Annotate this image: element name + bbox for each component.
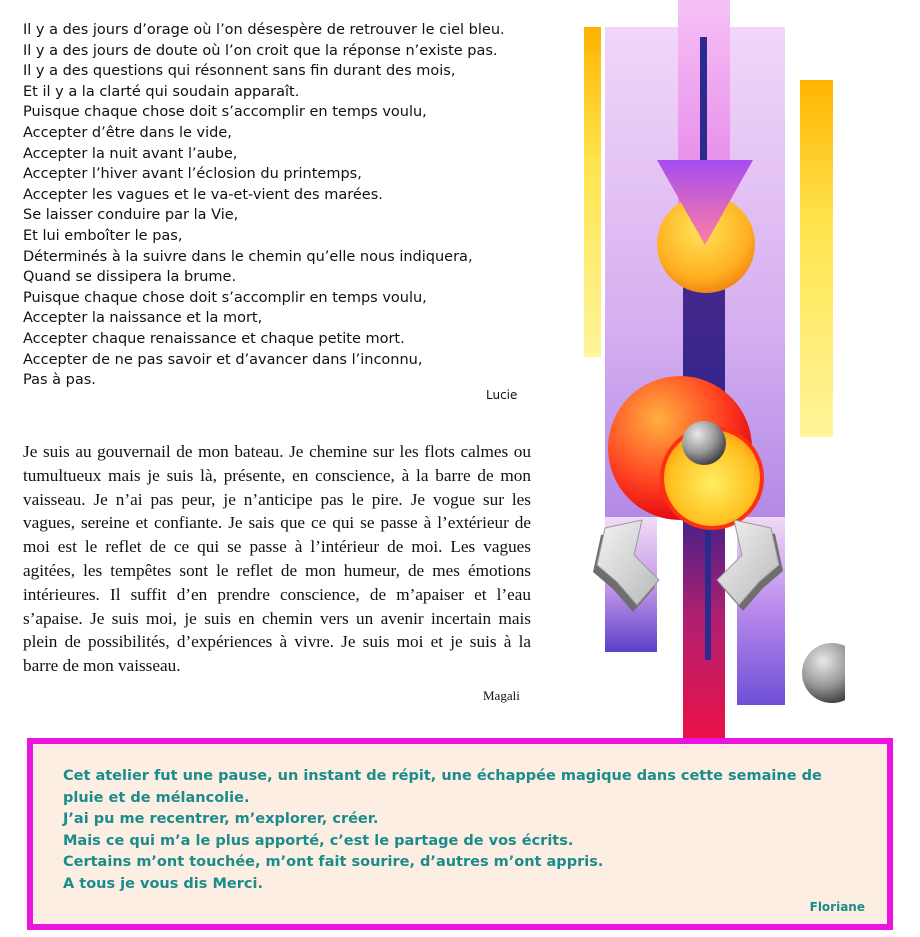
poem-line: Se laisser conduire par la Vie, <box>23 207 239 224</box>
poem-line: Accepter chaque renaissance et chaque petite mort. <box>23 330 405 347</box>
poem-line: Accepter d’être dans le vide, <box>23 124 232 141</box>
prose-magali: Je suis au gouvernail de mon bateau. Je chemine sur les flots calmes ou tumultueux mais je suis là, présente, en conscience, à la barre de mon vaisseau. Je n’ai pas peur, je n’anticipe pas le pire. Je vogue sur les vagues, sereine et confiante. Je sais que ce qui se passe à l’extérieur de moi est le reflet de ce qui se passe à l’intérieur de moi. Les vagues agitées, les tempêtes sont le reflet de mon humeur, de mes émotions intérieures. Il suffit d’en prendre conscience, de m’apaiser et l’eau s’apaise. Je suis moi, je suis en chemin vers un avenir incertain mais plein de possibilités, d’expériences à vivre. Je suis moi et je suis à la barre de mon vaisseau. <box>23 442 531 676</box>
note-line: Mais ce qui m’a le plus apporté, c’est le partage de vos écrits. <box>63 832 574 849</box>
poem-line: Accepter l’hiver avant l’éclosion du printemps, <box>23 166 362 183</box>
note-line: A tous je vous dis Merci. <box>63 875 263 892</box>
signature-magali: Magali <box>483 688 520 703</box>
note-line: Certains m’ont touchée, m’ont fait sourire, d’autres m’ont appris. <box>63 854 604 871</box>
gray-sphere-bottom <box>802 643 845 703</box>
poem-line: Pas à pas. <box>23 372 96 389</box>
poem-line: Quand se dissipera la brume. <box>23 269 237 286</box>
note-line: Cet atelier fut une pause, un instant de répit, une échappée magique dans cette semaine de pluie et de mélancolie. <box>63 768 822 806</box>
poem-line: Puisque chaque chose doit s’accomplir en temps voulu, <box>23 104 427 121</box>
right-yellow-bar <box>800 80 833 437</box>
signature-lucie: Lucie <box>486 388 518 402</box>
poem-line: Accepter les vagues et le va-et-vient des marées. <box>23 186 383 203</box>
poem-line: Et lui emboîter le pas, <box>23 227 183 244</box>
signature-floriane: Floriane <box>809 900 865 914</box>
poem-line: Il y a des jours de doute où l’on croit que la réponse n’existe pas. <box>23 42 498 59</box>
poem-line: Et il y a la clarté qui soudain apparaît. <box>23 83 300 100</box>
poem-line: Il y a des jours d’orage où l’on désespère de retrouver le ciel bleu. <box>23 22 505 38</box>
left-yellow-bar <box>584 27 601 357</box>
abstract-illustration <box>575 0 845 745</box>
gray-sphere-top <box>682 421 726 465</box>
lower-line <box>705 530 711 660</box>
poem-line: Accepter la naissance et la mort, <box>23 310 263 327</box>
poem-line: Déterminés à la suivre dans le chemin qu’elle nous indiquera, <box>23 248 473 265</box>
poem-lucie <box>23 20 583 391</box>
note-line: J’ai pu me recentrer, m’explorer, créer. <box>63 811 379 828</box>
closing-note <box>63 766 853 896</box>
poem-line: Accepter de ne pas savoir et d’avancer dans l’inconnu, <box>23 351 423 368</box>
poem-line: Il y a des questions qui résonnent sans fin durant des mois, <box>23 63 456 80</box>
poem-line: Puisque chaque chose doit s’accomplir en temps voulu, <box>23 289 427 306</box>
top-line <box>700 37 707 162</box>
poem-line: Accepter la nuit avant l’aube, <box>23 145 238 162</box>
closing-note-box <box>27 738 893 930</box>
